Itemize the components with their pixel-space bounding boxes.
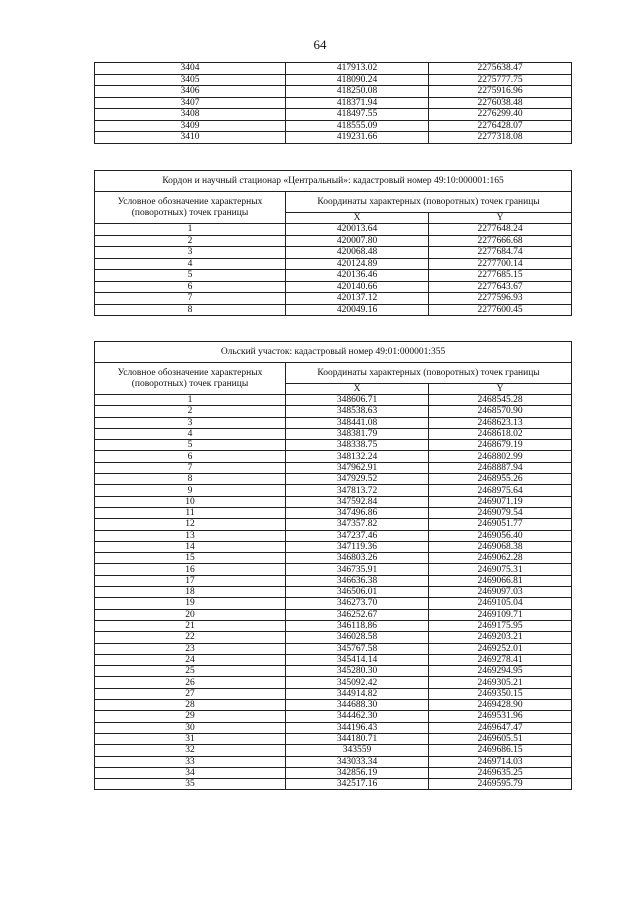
point-number-cell: 3404 [95,63,286,75]
x-coordinate-cell: 346735.91 [286,564,429,575]
y-coordinate-cell: 2277685.15 [429,270,572,282]
table-row [95,440,572,451]
table-row [95,733,572,744]
table-row [95,575,572,586]
table-row [95,632,572,643]
x-coordinate-cell: 347119.36 [286,541,429,552]
x-coordinate-cell: 417913.02 [286,63,429,75]
point-number-cell: 6 [95,281,286,293]
x-coordinate-cell: 418497.55 [286,109,429,121]
point-number-cell: 3406 [95,86,286,98]
y-coordinate-cell: 2469203.21 [429,632,572,643]
table-row [95,654,572,665]
coordinates-header: Координаты характерных (поворотных) точек границы [286,192,572,213]
x-coordinate-cell: 344914.82 [286,688,429,699]
point-number-cell: 3405 [95,74,286,86]
y-coordinate-cell: 2469635.25 [429,767,572,778]
y-coordinate-cell: 2277666.68 [429,235,572,247]
table-row [95,643,572,654]
table-row [95,270,572,282]
point-number-cell: 8 [95,474,286,485]
table-row [95,474,572,485]
point-number-cell: 26 [95,677,286,688]
point-number-cell: 27 [95,688,286,699]
table-row [95,109,572,121]
point-number-cell: 18 [95,587,286,598]
point-number-cell: 29 [95,711,286,722]
point-number-cell: 4 [95,428,286,439]
table-row [95,519,572,530]
x-coordinate-cell: 342856.19 [286,767,429,778]
x-coordinate-cell: 346118.86 [286,620,429,631]
coordinates-table-olsky [94,341,572,790]
point-number-cell: 35 [95,779,286,790]
table-row [95,530,572,541]
point-label-header: Условное обозначение характерных (поворотных) точек границы [95,192,286,224]
y-coordinate-cell: 2469305.21 [429,677,572,688]
point-number-cell: 3410 [95,132,286,144]
point-number-cell: 16 [95,564,286,575]
y-coordinate-cell: 2469105.04 [429,598,572,609]
x-coordinate-cell: 348132.24 [286,451,429,462]
x-coordinate-cell: 344196.43 [286,722,429,733]
point-number-cell: 1 [95,395,286,406]
table-row [95,598,572,609]
y-coordinate-cell: 2275777.75 [429,74,572,86]
coordinates-header: Координаты характерных (поворотных) точек границы [286,363,572,384]
point-number-cell: 31 [95,733,286,744]
x-coordinate-cell: 346252.67 [286,609,429,620]
y-coordinate-cell: 2469068.38 [429,541,572,552]
table-row [95,587,572,598]
y-header: Y [429,213,572,224]
y-coordinate-cell: 2469278.41 [429,654,572,665]
point-number-cell: 30 [95,722,286,733]
table-row [95,293,572,305]
table-row [95,564,572,575]
point-number-cell: 19 [95,598,286,609]
table-row [95,417,572,428]
y-coordinate-cell: 2469062.28 [429,553,572,564]
table-row [95,63,572,75]
y-coordinate-cell: 2469079.54 [429,507,572,518]
table-row [95,722,572,733]
y-coordinate-cell: 2469686.15 [429,745,572,756]
x-coordinate-cell: 420124.89 [286,258,429,270]
x-coordinate-cell: 347929.52 [286,474,429,485]
table1-body [95,63,572,144]
x-coordinate-cell: 420140.66 [286,281,429,293]
x-coordinate-cell: 343559 [286,745,429,756]
point-number-cell: 21 [95,620,286,631]
x-coordinate-cell: 420007.80 [286,235,429,247]
table-row [95,620,572,631]
y-coordinate-cell: 2469252.01 [429,643,572,654]
table-row [95,666,572,677]
x-coordinate-cell: 346506.01 [286,587,429,598]
x-coordinate-cell: 344180.71 [286,733,429,744]
y-coordinate-cell: 2275638.47 [429,63,572,75]
x-coordinate-cell: 418090.24 [286,74,429,86]
x-coordinate-cell: 346636.38 [286,575,429,586]
table-row [95,609,572,620]
point-number-cell: 3408 [95,109,286,121]
y-coordinate-cell: 2468545.28 [429,395,572,406]
y-coordinate-cell: 2468975.64 [429,485,572,496]
x-header: X [286,213,429,224]
x-coordinate-cell: 420137.12 [286,293,429,305]
y-coordinate-cell: 2468618.02 [429,428,572,439]
table-row [95,756,572,767]
table-row [95,428,572,439]
x-coordinate-cell: 418250.08 [286,86,429,98]
point-number-cell: 5 [95,440,286,451]
table-row [95,553,572,564]
y-coordinate-cell: 2277684.74 [429,247,572,259]
table-row [95,677,572,688]
x-coordinate-cell: 345092.42 [286,677,429,688]
y-coordinate-cell: 2469075.31 [429,564,572,575]
point-label-header: Условное обозначение характерных (поворотных) точек границы [95,363,286,395]
table-row [95,132,572,144]
point-number-cell: 3407 [95,97,286,109]
coordinates-table-continued [94,62,572,144]
point-number-cell: 33 [95,756,286,767]
x-coordinate-cell: 348538.63 [286,406,429,417]
coordinates-table-kordon [94,170,572,316]
table-row [95,711,572,722]
table-row [95,496,572,507]
x-coordinate-cell: 348338.75 [286,440,429,451]
table-row [95,304,572,316]
point-number-cell: 22 [95,632,286,643]
x-coordinate-cell: 347813.72 [286,485,429,496]
y-coordinate-cell: 2277643.67 [429,281,572,293]
x-coordinate-cell: 420068.48 [286,247,429,259]
x-coordinate-cell: 347237.46 [286,530,429,541]
y-coordinate-cell: 2469294.95 [429,666,572,677]
table-row [95,86,572,98]
point-number-cell: 13 [95,530,286,541]
x-coordinate-cell: 347496.86 [286,507,429,518]
y-coordinate-cell: 2469097.03 [429,587,572,598]
x-coordinate-cell: 345767.58 [286,643,429,654]
point-number-cell: 8 [95,304,286,316]
y-coordinate-cell: 2469605.51 [429,733,572,744]
table-row [95,485,572,496]
x-coordinate-cell: 348381.79 [286,428,429,439]
x-coordinate-cell: 345414.14 [286,654,429,665]
point-number-cell: 14 [95,541,286,552]
y-coordinate-cell: 2469428.90 [429,700,572,711]
y-header: Y [429,384,572,395]
y-coordinate-cell: 2468887.94 [429,462,572,473]
y-coordinate-cell: 2468802.99 [429,451,572,462]
point-number-cell: 25 [95,666,286,677]
table-row [95,258,572,270]
point-number-cell: 1 [95,224,286,236]
x-coordinate-cell: 419231.66 [286,132,429,144]
point-number-cell: 3 [95,247,286,259]
y-coordinate-cell: 2469071.19 [429,496,572,507]
table-row [95,541,572,552]
table-row [95,406,572,417]
x-coordinate-cell: 346028.58 [286,632,429,643]
point-number-cell: 6 [95,451,286,462]
y-coordinate-cell: 2277600.45 [429,304,572,316]
table-row [95,224,572,236]
table-row [95,745,572,756]
point-number-cell: 2 [95,235,286,247]
point-number-cell: 11 [95,507,286,518]
x-coordinate-cell: 346273.70 [286,598,429,609]
x-coordinate-cell: 420049.16 [286,304,429,316]
x-coordinate-cell: 347962.91 [286,462,429,473]
point-number-cell: 24 [95,654,286,665]
y-coordinate-cell: 2469066.81 [429,575,572,586]
x-coordinate-cell: 347357.82 [286,519,429,530]
x-coordinate-cell: 343033.34 [286,756,429,767]
y-coordinate-cell: 2469595.79 [429,779,572,790]
y-coordinate-cell: 2277648.24 [429,224,572,236]
y-coordinate-cell: 2275916.96 [429,86,572,98]
table-row [95,281,572,293]
point-number-cell: 28 [95,700,286,711]
y-coordinate-cell: 2468623.13 [429,417,572,428]
x-coordinate-cell: 418555.09 [286,120,429,132]
y-coordinate-cell: 2469051.77 [429,519,572,530]
point-number-cell: 23 [95,643,286,654]
y-coordinate-cell: 2469175.95 [429,620,572,631]
point-number-cell: 3 [95,417,286,428]
x-coordinate-cell: 347592.84 [286,496,429,507]
x-coordinate-cell: 348606.71 [286,395,429,406]
table-row [95,462,572,473]
x-coordinate-cell: 418371.94 [286,97,429,109]
point-number-cell: 5 [95,270,286,282]
x-coordinate-cell: 344688.30 [286,700,429,711]
point-number-cell: 7 [95,293,286,305]
y-coordinate-cell: 2469350.15 [429,688,572,699]
y-coordinate-cell: 2468955.26 [429,474,572,485]
table-row [95,767,572,778]
y-coordinate-cell: 2469714.03 [429,756,572,767]
page-number: 64 [313,37,327,52]
point-number-cell: 20 [95,609,286,620]
y-coordinate-cell: 2277318.08 [429,132,572,144]
y-coordinate-cell: 2468679.19 [429,440,572,451]
x-coordinate-cell: 344462.30 [286,711,429,722]
y-coordinate-cell: 2277700.14 [429,258,572,270]
table-row [95,451,572,462]
x-header: X [286,384,429,395]
point-number-cell: 32 [95,745,286,756]
table2-body [95,171,572,316]
point-number-cell: 7 [95,462,286,473]
point-number-cell: 10 [95,496,286,507]
table-row [95,688,572,699]
x-coordinate-cell: 420013.64 [286,224,429,236]
point-number-cell: 12 [95,519,286,530]
y-coordinate-cell: 2276428.07 [429,120,572,132]
table-row [95,395,572,406]
table-title: Кордон и научный стационар «Центральный»: кадастровый номер 49:10:000001:165 [95,171,572,192]
y-coordinate-cell: 2276299.40 [429,109,572,121]
point-number-cell: 4 [95,258,286,270]
table-row [95,74,572,86]
x-coordinate-cell: 348441.08 [286,417,429,428]
table-row [95,120,572,132]
point-number-cell: 17 [95,575,286,586]
table-title: Ольский участок: кадастровый номер 49:01:000001:355 [95,342,572,363]
point-number-cell: 2 [95,406,286,417]
table-row [95,507,572,518]
x-coordinate-cell: 346803.26 [286,553,429,564]
x-coordinate-cell: 345280.30 [286,666,429,677]
point-number-cell: 15 [95,553,286,564]
y-coordinate-cell: 2277596.93 [429,293,572,305]
x-coordinate-cell: 420136.46 [286,270,429,282]
table-row [95,779,572,790]
point-number-cell: 9 [95,485,286,496]
table-row [95,235,572,247]
y-coordinate-cell: 2469109.71 [429,609,572,620]
point-number-cell: 3409 [95,120,286,132]
x-coordinate-cell: 342517.16 [286,779,429,790]
y-coordinate-cell: 2469056.40 [429,530,572,541]
y-coordinate-cell: 2469647.47 [429,722,572,733]
table-row [95,700,572,711]
y-coordinate-cell: 2468570.90 [429,406,572,417]
y-coordinate-cell: 2469531.96 [429,711,572,722]
table3-body [95,342,572,790]
table-row [95,247,572,259]
table-row [95,97,572,109]
point-number-cell: 34 [95,767,286,778]
y-coordinate-cell: 2276038.48 [429,97,572,109]
